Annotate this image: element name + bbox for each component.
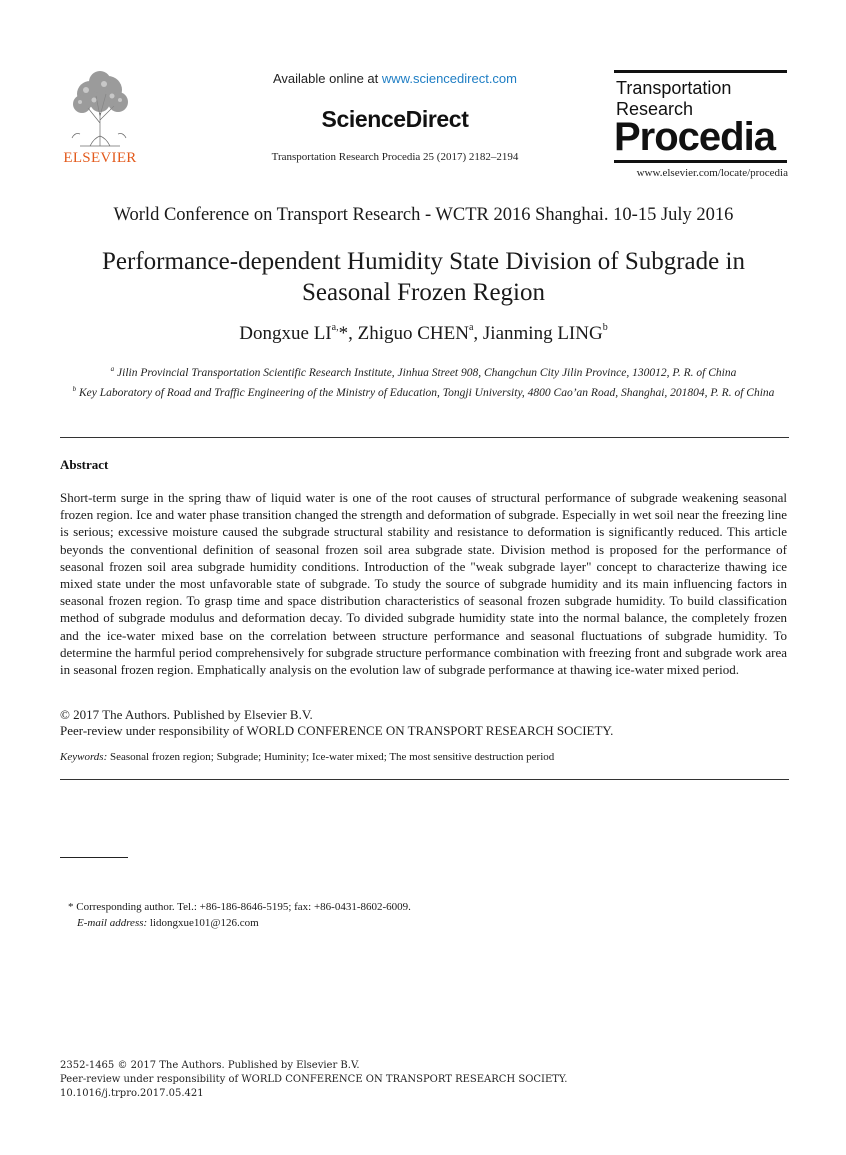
affiliation-a-mark: a xyxy=(110,365,115,373)
author-2: Zhiguo CHEN xyxy=(357,323,469,344)
sciencedirect-brand: ScienceDirect xyxy=(321,106,469,132)
available-prefix: Available online at xyxy=(272,71,382,86)
sciencedirect-link[interactable]: www.sciencedirect.com xyxy=(381,71,517,86)
logo-line-1: Transportation xyxy=(616,78,732,98)
peer-review-footer: Peer-review under responsibility of WORLD CONFERENCE ON TRANSPORT RESEARCH SOCIETY. xyxy=(60,1074,568,1085)
logo-line-2: Research xyxy=(616,99,694,119)
journal-url[interactable]: www.elsevier.com/locate/procedia xyxy=(636,167,788,179)
paper-title xyxy=(60,246,787,308)
copyright-line: © 2017 The Authors. Published by Elsevier B.V. xyxy=(60,707,313,722)
logo-rule-bottom xyxy=(614,160,787,163)
elsevier-tree-icon xyxy=(60,68,140,148)
journal-logo xyxy=(614,70,787,165)
abstract-body: Short-term surge in the spring thaw of liquid water is one of the root causes of structural performance of subgrade weakening seasonal frozen region. Ice and water phase transition changed the strength and deformation of subgrade. Especially in wet soil near the freezing line is serious; excessive moisture caused the subgrade structural stability and resistance to deformation is significantly reduced. This article beyonds the conventional definition of seasonal frozen soil area subgrade state. Division method is proposed for the performance of seasonal frozen soil area subgrade humidity conditions. Introduction of the "weak subgrade layer" concept to characterize thawing ice mixed state under the most unfavorable state of subgrade. To study the source of subgrade humidity and its main influencing factors in seasonal frozen region. To grasp time and space distribution characteristics of seasonal frozen subgrade humidity. To build classification method of subgrade modulus and deformation decay. To divided subgrade humidity state into the normal balance, the completely frozen and the ice-water mixed base on the correlation between structure performance and seasonal fluctuations of subgrade humidity. To determine the harmful period comprehensively for subgrade structure performance combination with freezing front and subgrade work area in seasonal frozen region. Emphatically analysis on the evolution law of subgrade performance at thawing ice-water mixed period. xyxy=(60,490,787,678)
logo-rule-top xyxy=(614,70,787,73)
affiliations xyxy=(60,361,787,401)
abstract-heading: Abstract xyxy=(60,457,109,472)
copyright-block xyxy=(60,707,787,739)
affiliation-a xyxy=(60,361,787,381)
divider-top xyxy=(60,437,789,438)
author-3: Jianming LING xyxy=(482,323,603,344)
divider-bottom xyxy=(60,779,789,780)
issn-line: 2352-1465 © 2017 The Authors. Published by Elsevier B.V. xyxy=(60,1060,360,1071)
title-line-2: Seasonal Frozen Region xyxy=(301,279,545,306)
elsevier-logo xyxy=(60,68,140,168)
footnote-rule xyxy=(60,857,128,858)
footnote xyxy=(68,899,768,931)
affiliation-b-mark: b xyxy=(72,384,77,393)
elsevier-wordmark: ELSEVIER xyxy=(63,150,137,166)
author-2-affil: a xyxy=(468,321,474,333)
author-1: Dongxue LI xyxy=(239,323,332,344)
corresponding-mark: *, xyxy=(338,323,358,344)
affiliation-b xyxy=(60,381,787,401)
keywords-label: Keywords: xyxy=(60,751,108,763)
keywords xyxy=(60,751,787,763)
author-list xyxy=(60,323,787,345)
logo-line-3: Procedia xyxy=(614,115,775,159)
email-label: E-mail address: xyxy=(77,917,148,929)
author-sep: , xyxy=(473,323,483,344)
journal-reference: Transportation Research Procedia 25 (2017) 2182–2194 xyxy=(271,151,519,163)
title-line-1: Performance-dependent Humidity State Division of Subgrade in xyxy=(102,248,745,275)
peer-review-line: Peer-review under responsibility of WORLD CONFERENCE ON TRANSPORT RESEARCH SOCIETY. xyxy=(60,723,614,738)
available-online xyxy=(200,71,590,86)
email-line xyxy=(68,915,768,931)
corresponding-author: * Corresponding author. Tel.: +86-186-8646-5195; fax: +86-0431-8602-6009. xyxy=(68,901,411,913)
conference-line: World Conference on Transport Research - WCTR 2016 Shanghai. 10-15 July 2016 xyxy=(113,205,734,225)
doi-line[interactable]: 10.1016/j.trpro.2017.05.421 xyxy=(60,1088,204,1099)
keywords-text: Seasonal frozen region; Subgrade; Huminity; Ice-water mixed; The most sensitive destruction period xyxy=(107,751,555,763)
affiliation-a-text: Jilin Provincial Transportation Scientific Research Institute, Jinhua Street 908, Changchun City Jilin Province, 130012, P. R. of China xyxy=(114,366,737,379)
affiliation-b-text: Key Laboratory of Road and Traffic Engineering of the Ministry of Education, Tongji University, 4800 Cao’an Road, Shanghai, 201804, P. R. of China xyxy=(76,386,775,399)
publication-info xyxy=(60,1059,787,1101)
author-1-affil: a, xyxy=(331,321,339,333)
email-address[interactable]: lidongxue101@126.com xyxy=(147,917,259,929)
author-3-affil: b xyxy=(602,321,608,333)
